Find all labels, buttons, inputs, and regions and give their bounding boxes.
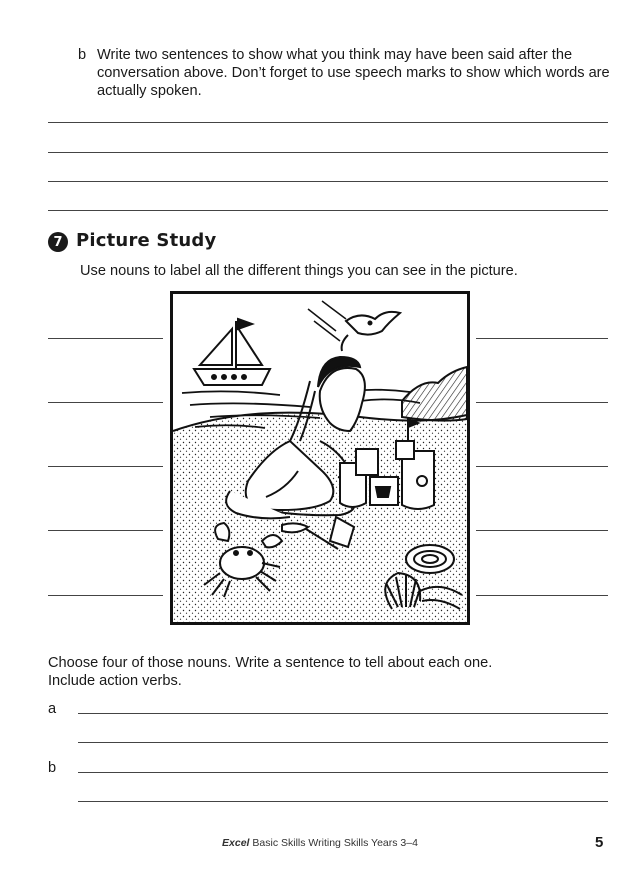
item-b-letter: b: [48, 760, 57, 776]
section-title: Picture Study: [76, 230, 217, 251]
section-instruction: Use nouns to label all the different things you can see in the picture.: [80, 263, 518, 279]
label-line-right[interactable]: [476, 530, 608, 531]
question-b-text: Write two sentences to show what you think may have been said after the conversation above. Don’t forget to use speech marks to show which words are actually spoken.: [97, 47, 610, 99]
page-footer: [0, 837, 640, 849]
followup-instruction: [48, 654, 608, 690]
writing-line[interactable]: [78, 713, 608, 714]
writing-line[interactable]: [78, 742, 608, 743]
question-b-letter: b: [78, 47, 87, 63]
label-line-right[interactable]: [476, 402, 608, 403]
item-a-letter: a: [48, 701, 57, 717]
label-line-left[interactable]: [48, 530, 163, 531]
label-line-left[interactable]: [48, 466, 163, 467]
shell-icon: [406, 545, 454, 573]
label-line-left[interactable]: [48, 595, 163, 596]
writing-line[interactable]: [48, 122, 608, 123]
writing-line[interactable]: [48, 152, 608, 153]
label-line-right[interactable]: [476, 466, 608, 467]
writing-line[interactable]: [48, 181, 608, 182]
label-line-left[interactable]: [48, 338, 163, 339]
followup-line-2: Include action verbs.: [48, 673, 182, 689]
followup-line-1: Choose four of those nouns. Write a sentence to tell about each one.: [48, 655, 493, 671]
section-number-badge: 7: [48, 232, 68, 252]
writing-line[interactable]: [48, 210, 608, 211]
footer-title: Basic Skills Writing Skills Years 3–4: [252, 837, 418, 849]
beach-picture: [170, 291, 470, 625]
label-line-right[interactable]: [476, 595, 608, 596]
label-line-left[interactable]: [48, 402, 163, 403]
page-number: 5: [595, 834, 604, 851]
label-line-right[interactable]: [476, 338, 608, 339]
writing-line[interactable]: [78, 801, 608, 802]
footer-brand: Excel: [222, 837, 250, 849]
writing-line[interactable]: [78, 772, 608, 773]
